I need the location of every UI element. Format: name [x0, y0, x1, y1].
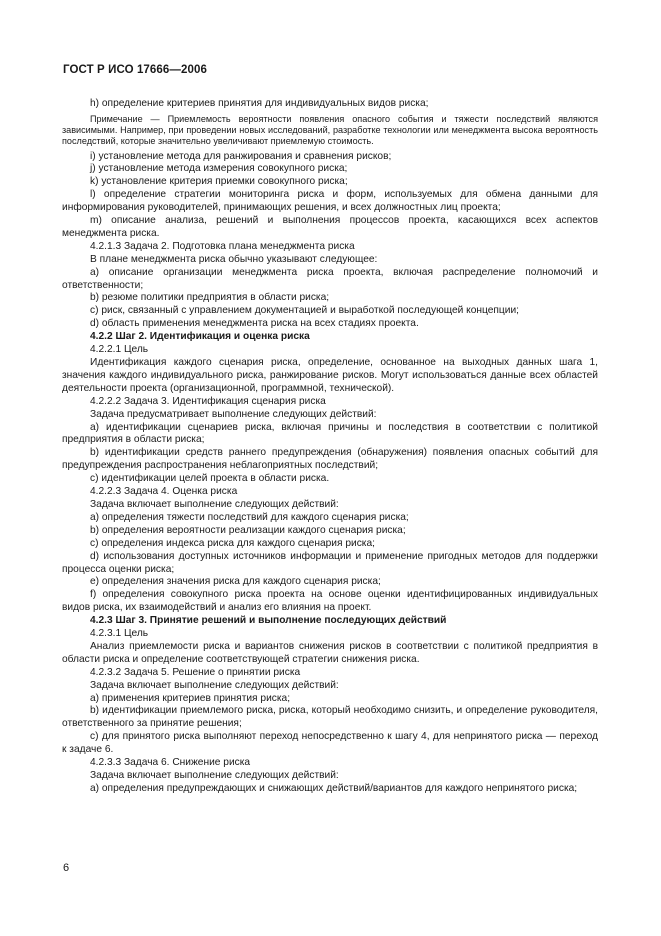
- section-heading: 4.2.2.2 Задача 3. Идентификация сценария риска: [90, 395, 326, 407]
- paragraph: В плане менеджмента риска обычно указывают следующее:: [90, 253, 378, 265]
- paragraph: Задача включает выполнение следующих действий:: [90, 770, 339, 782]
- section-heading: 4.2.3.3 Задача 6. Снижение риска: [90, 757, 251, 769]
- paragraph: c) для принятого риска выполняют переход непосредственно к шагу 4, для непринятого риска — переход к задаче 6.: [62, 731, 598, 756]
- paragraph: l) определение стратегии мониторинга риска и форм, используемых для обмена данными для информирования руководителей, принимающих решения, и всех должностных лиц проекта;: [62, 189, 598, 214]
- paragraph: Задача предусматривает выполнение следующих действий:: [90, 408, 377, 420]
- paragraph: i) установление метода для ранжирования и сравнения рисков;: [90, 150, 392, 162]
- paragraph: b) идентификации средств раннего предупреждения (обнаружения) появления опасных событий для предупреждения распространения неблагоприятных последствий;: [62, 447, 598, 472]
- section-heading: 4.2.1.3 Задача 2. Подготовка плана менеджмента риска: [90, 240, 355, 252]
- paragraph: b) идентификации приемлемого риска, риска, который необходимо снизить, и определение руководителя, ответственного за принятие решения;: [62, 705, 598, 730]
- section-heading: 4.2.2.3 Задача 4. Оценка риска: [90, 486, 238, 498]
- paragraph: f) определения совокупного риска проекта на основе оценки идентифицированных индивидуальных видов риска, их взаимодействий и анализ его влияния на проект.: [62, 589, 598, 614]
- paragraph: c) риск, связанный с управлением документацией и выработкой последующей концепции;: [90, 305, 519, 317]
- section-heading: 4.2.3.1 Цель: [90, 628, 149, 640]
- paragraph: c) идентификации целей проекта в области риска.: [90, 473, 330, 485]
- document-header: ГОСТ Р ИСО 17666—2006: [63, 64, 208, 76]
- paragraph: d) область применения менеджмента риска на всех стадиях проекта.: [90, 318, 419, 330]
- page-number: 6: [63, 862, 70, 874]
- paragraph: Задача включает выполнение следующих действий:: [90, 498, 339, 510]
- paragraph: b) определения вероятности реализации каждого сценария риска;: [90, 524, 406, 536]
- paragraph: a) применения критериев принятия риска;: [90, 692, 291, 704]
- paragraph: j) установление метода измерения совокупного риска;: [90, 163, 348, 175]
- paragraph: c) определения индекса риска для каждого сценария риска;: [90, 537, 375, 549]
- paragraph: e) определения значения риска для каждого сценария риска;: [90, 576, 381, 588]
- document-body: [62, 98, 598, 796]
- paragraph: a) определения тяжести последствий для каждого сценария риска;: [90, 511, 409, 523]
- paragraph: m) описание анализа, решений и выполнения процессов проекта, касающихся всех аспектов менеджмента риска.: [62, 215, 598, 239]
- paragraph: b) резюме политики предприятия в области риска;: [90, 292, 330, 304]
- paragraph: a) идентификации сценариев риска, включая причины и последствия в соответствии с политикой предприятия в области риска;: [62, 421, 598, 446]
- paragraph: a) определения предупреждающих и снижающих действий/вариантов для каждого непринятого риска;: [90, 782, 578, 794]
- section-heading-bold: 4.2.3 Шаг 3. Принятие решений и выполнение последующих действий: [90, 615, 447, 627]
- note-paragraph: Примечание — Приемлемость вероятности появления опасного события и тяжести последствий являются зависимыми. Например, при проведении новых исследований, разработке технологии или менеджмента высока вероятность последствий, которые значительно увеличивают приемлемую стоимость.: [62, 113, 598, 147]
- paragraph: Анализ приемлемости риска и вариантов снижения рисков в соответствии с политикой предприятия в области риска и определение соответствующей стратегии снижения риска.: [62, 640, 598, 665]
- paragraph: k) установление критерия приемки совокупного риска;: [90, 176, 348, 188]
- paragraph: Идентификация каждого сценария риска, определение, основанное на выходных данных шага 1, значения каждого индивидуального риска, ранжирование рисков. Могут использоваться данные всех областей деятельности проекта (организационной, программной, технической).: [62, 357, 598, 394]
- paragraph: h) определение критериев принятия для индивидуальных видов риска;: [90, 98, 429, 109]
- section-heading-bold: 4.2.2 Шаг 2. Идентификация и оценка риска: [90, 331, 310, 343]
- paragraph: Задача включает выполнение следующих действий:: [90, 679, 339, 691]
- paragraph: d) использования доступных источников информации и применение пригодных методов для поддержки процесса оценки риска;: [62, 550, 598, 575]
- section-heading: 4.2.3.2 Задача 5. Решение о принятии риска: [90, 666, 301, 678]
- section-heading: 4.2.2.1 Цель: [90, 344, 149, 356]
- paragraph: a) описание организации менеджмента риска проекта, включая распределение полномочий и ответственности;: [62, 266, 598, 291]
